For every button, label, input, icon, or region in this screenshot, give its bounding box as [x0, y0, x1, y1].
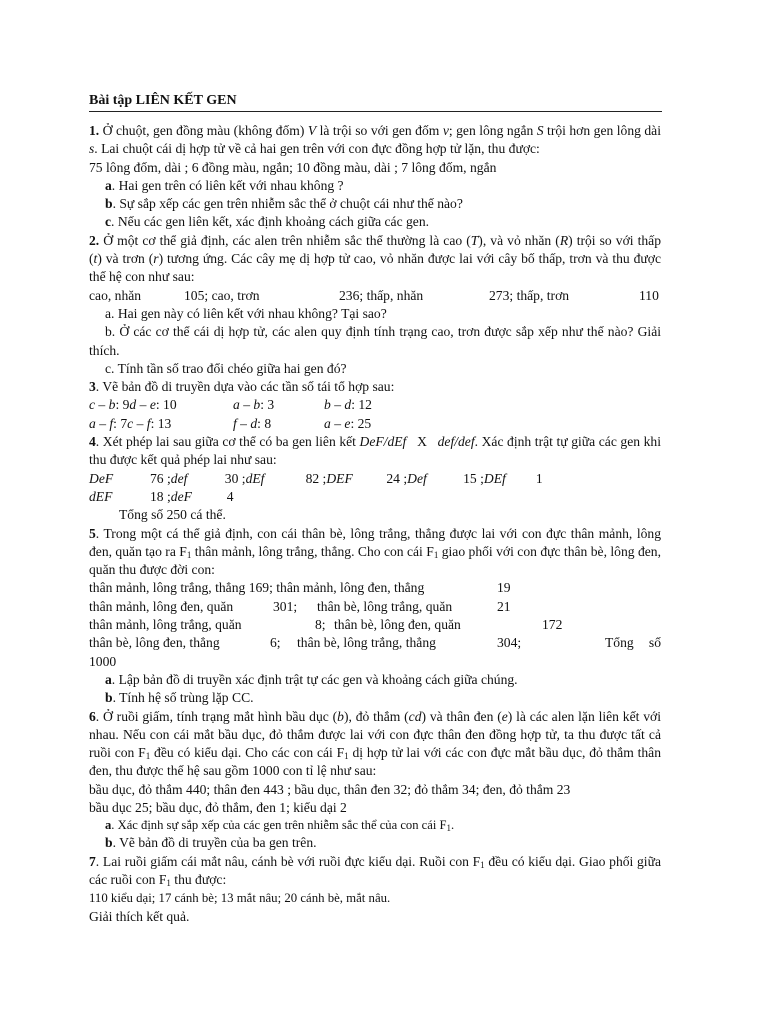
question-2-part-b: b. Ở các cơ thể cái dị hợp tử, các alen quy định tính trạng cao, trơn được sắp xếp như thế nào? Giải thích. [89, 324, 661, 358]
question-6-part-a: a. Xác định sự sắp xếp của các gen trên nhiễm sắc thể của con cái $F_1$. [105, 818, 455, 834]
question-number: 5 [89, 525, 96, 541]
question-7-data: 110 kiểu dại; 17 cánh bè; 13 mắt nâu; 20 cánh bè, mắt nâu. [89, 891, 391, 906]
question-1-data: 75 lông đốm, dài ; 6 đồng màu, ngắn; 10 đồng màu, dài ; 7 lông đốm, ngắn [89, 159, 497, 175]
question-6: 6. Ở ruồi giấm, tính trạng mắt hình bầu dục (b), đỏ thắm (cd) và thân đen (e) là các alen lặn liên kết với nhau. Nếu con cái mắt bầu dục, đỏ thắm được lai với con đực thân đen đồng hợp tử, ta thu được tất cả ruồi con $F_1$ đều có kiểu dại. Cho các con cái $F_1$ dị hợp tử lai với các con đực mắt bầu dục, đỏ thắm thân đen, thu được thế hệ sau gồm 1000 con tỉ lệ như sau: [89, 708, 661, 779]
question-number: 6 [89, 708, 96, 724]
page-title: Bài tập LIÊN KẾT GEN [89, 93, 237, 108]
question-7-end: Giải thích kết quả. [89, 908, 190, 924]
question-5-row-2: thân mảnh, lông đen, quăn 301; thân bè, lông trắng, quăn 21 [89, 598, 511, 614]
question-6-data-2: bầu dục 25; bầu dục, đỏ thắm, đen 1; kiểu dại 2 [89, 799, 347, 815]
question-number: 3 [89, 379, 96, 395]
question-6-part-b: b. Vẽ bản đồ di truyền của ba gen trên. [105, 835, 317, 851]
question-2: 2. Ở một cơ thể giả định, các alen trên nhiễm sắc thể thường là cao (T), và vỏ nhăn (R) trội so với thấp (t) và trơn (r) tương ứng. Các cây mẹ dị hợp tử cao, vỏ nhăn được lai với cây bố thấp, trơn và thu được thế hệ con như sau: [89, 232, 661, 285]
question-3: 3. Vẽ bản đồ di truyền dựa vào các tần số tái tổ hợp sau: [89, 379, 395, 395]
title-underline [89, 111, 662, 112]
question-5-total: 1000 [89, 653, 117, 669]
question-2-part-c: c. Tính tần số trao đổi chéo giữa hai gen đó? [105, 360, 347, 376]
question-4-row-2: dEF 18 ; deF 4 [89, 488, 234, 504]
question-7: 7. Lai ruồi giấm cái mắt nâu, cánh bè với ruồi đực kiểu dại. Ruồi con $F_1$ đều có kiểu dại. Giao phối giữa các ruồi con $F_1$ thu được: [89, 853, 661, 889]
question-5-row-4: thân bè, lông đen, thẳng 6; thân bè, lông trắng, thẳng 304; Tổng số [89, 635, 661, 651]
question-1-part-a: a. Hai gen trên có liên kết với nhau không ? [105, 177, 344, 193]
question-4: 4. Xét phép lai sau giữa cơ thể có ba gen liên kết DeF/dEf X def/def. Xác định trật tự giữa các gen khi thu được kết quả phép lai như sau: [89, 434, 662, 468]
question-5-part-a: a. Lập bản đồ di truyền xác định trật tự các gen và khoảng cách giữa chúng. [105, 671, 518, 687]
question-number: 4 [89, 434, 96, 450]
question-number: 1. [89, 123, 100, 138]
question-5-row-1: thân mảnh, lông trắng, thẳng 169; thân mảnh, lông đen, thẳng 19 [89, 580, 511, 596]
question-4-total: Tổng số 250 cá thể. [119, 507, 226, 523]
question-number: 7 [89, 853, 96, 869]
question-6-data-1: bầu dục, đỏ thắm 440; thân đen 443 ; bầu dục, thân đen 32; đỏ thắm 34; đen, đỏ thắm 23 [89, 781, 571, 797]
question-5-part-b: b. Tính hệ số trùng lặp CC. [105, 690, 254, 706]
question-number: 2. [89, 232, 100, 248]
question-1-part-c: c. Nếu các gen liên kết, xác định khoảng cách giữa các gen. [105, 214, 430, 230]
question-5-row-3: thân mảnh, lông trắng, quăn 8; thân bè, lông đen, quăn 172 [89, 617, 563, 633]
question-5: 5. Trong một cá thể giả định, con cái thân bè, lông trắng, thẳng được lai với con đực thân mảnh, lông đen, quăn tạo ra $F_1$ thân mảnh, lông trắng, thẳng. Cho con cái $F_1$ giao phối với con đực thân bè, lông đen, quăn thu được đời con: [89, 525, 661, 578]
question-1: 1. Ở chuột, gen đồng màu (không đốm) V là trội so với gen đốm v; gen lông ngắn S trội hơn gen lông dài s. Lai chuột cái dị hợp tử về cả hai gen trên với con đực đồng hợp tử lặn, thu được: [89, 123, 661, 157]
question-3-row-2: a – f: 7c – f: 13 f – d: 8 a – e: 25 [89, 415, 372, 431]
question-4-row-1: DeF 76 ; def 30 ; dEf 82 ; DEF 24 ; Def 15 ; DEf 1 [89, 470, 543, 486]
question-2-part-a: a. Hai gen này có liên kết với nhau không? Tại sao? [105, 305, 387, 321]
question-3-row-1: c – b: 9d – e: 10 a – b: 3 b – d: 12 [89, 397, 372, 413]
question-2-data: cao, nhăn 105; cao, trơn 236; thấp, nhăn 273; thấp, trơn 110 [89, 287, 659, 303]
document-page [89, 92, 661, 926]
question-1-part-b: b. Sự sắp xếp các gen trên nhiễm sắc thể ở chuột cái như thế nào? [105, 196, 463, 212]
